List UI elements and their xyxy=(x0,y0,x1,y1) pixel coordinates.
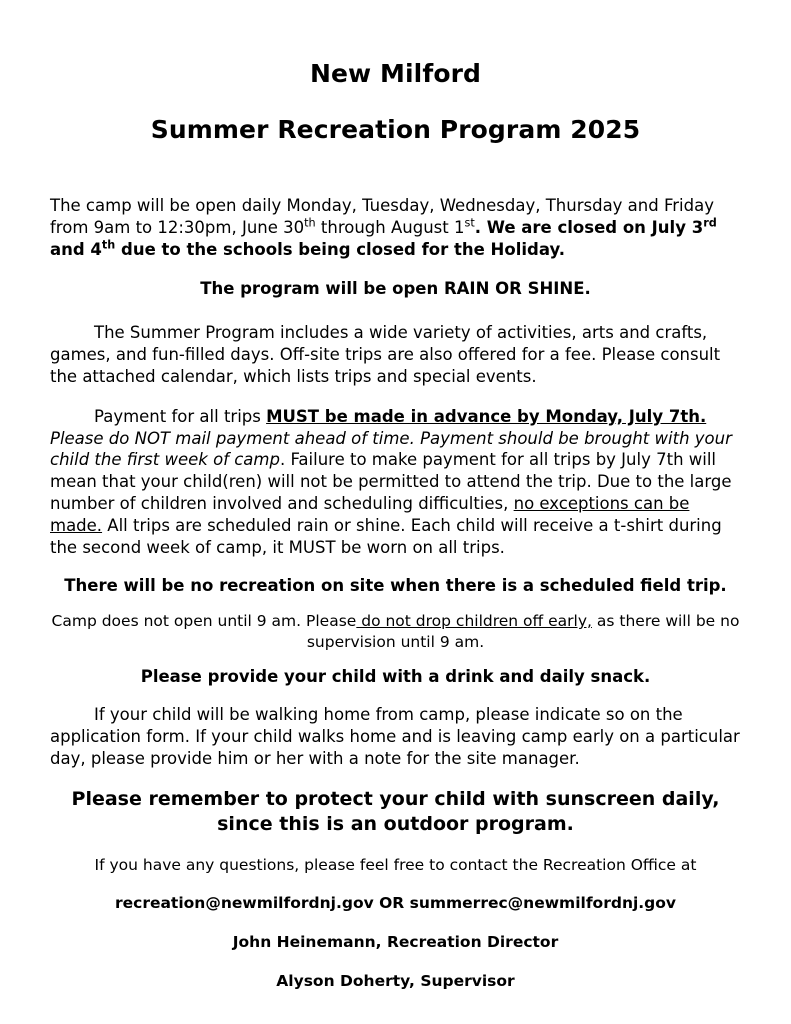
paragraph-walking-home: If your child will be walking home from camp, please indicate so on the application form. If your child walks home and is leaving camp early on a particular day, please provide him or her with a note for the site manager. xyxy=(50,705,740,769)
signature-recreation-director: John Heinemann, Recreation Director xyxy=(232,933,559,952)
paragraph-schedule xyxy=(50,195,741,261)
schedule-bold-1: . We are closed on July 3 xyxy=(474,217,704,237)
email-recreation[interactable]: recreation@newmilfordnj.gov xyxy=(114,893,374,912)
rain-or-shine-notice: The program will be open RAIN OR SHINE. xyxy=(200,278,591,298)
schedule-sup-1: th xyxy=(304,216,316,230)
camp-open-seg-3: as there will be no supervision until 9 am. xyxy=(306,612,740,651)
payment-seg-4: . Failure to make payment for all trips by July 7th will mean that your child(ren) will not be permitted to attend the trip. Due to the large number of children involved and scheduling difficulties, xyxy=(50,450,732,514)
schedule-mid: through August 1 xyxy=(315,217,465,237)
paragraph-payment xyxy=(50,406,741,560)
title-block xyxy=(50,60,741,143)
schedule-bold-2: and 4 xyxy=(50,239,102,259)
schedule-bold-3: due to the schools being closed for the Holiday. xyxy=(115,239,565,259)
email-separator: OR xyxy=(373,893,410,912)
payment-no-exceptions: no exceptions can be made. xyxy=(50,494,690,536)
camp-open-underline: do not drop children off early, xyxy=(356,612,592,631)
field-trip-notice: There will be no recreation on site when there is a scheduled field trip. xyxy=(64,576,727,596)
payment-seg-1: Payment for all trips xyxy=(94,406,267,426)
payment-italic-note: Please do NOT mail payment ahead of time. Payment should be brought with your child the first week of camp xyxy=(50,428,732,470)
email-summerrec[interactable]: summerrec@newmilfordnj.gov xyxy=(409,893,677,912)
schedule-lead: The camp will be open daily Monday, Tuesday, Wednesday, Thursday and Friday from 9am to 12:30pm, June 30 xyxy=(50,196,714,237)
paragraph-program-intro: The Summer Program includes a wide variety of activities, arts and crafts, games, and fun-filled days. Off-site trips are also offered for a fee. Please consult the attached calendar, which lists trips and special events. xyxy=(50,322,721,386)
payment-deadline: MUST be made in advance by Monday, July 7th. xyxy=(266,406,707,426)
payment-seg-6: All trips are scheduled rain or shine. Each child will receive a t-shirt during the second week of camp, it MUST be worn on all trips. xyxy=(50,516,722,558)
document-body xyxy=(50,195,741,992)
signature-supervisor: Alyson Doherty, Supervisor xyxy=(276,972,515,991)
schedule-sup-2: st xyxy=(464,216,475,230)
paragraph-camp-open xyxy=(50,611,741,652)
page-subtitle: Summer Recreation Program 2025 xyxy=(150,114,641,144)
paragraph-questions: If you have any questions, please feel free to contact the Recreation Office at xyxy=(94,856,697,875)
sunscreen-notice: Please remember to protect your child with sunscreen daily, since this is an outdoor program. xyxy=(71,788,720,836)
paragraph-emails xyxy=(50,893,741,914)
camp-open-seg-1: Camp does not open until 9 am. Please xyxy=(51,612,357,631)
schedule-sup-4: th xyxy=(101,238,116,252)
page-title: New Milford xyxy=(309,59,482,88)
schedule-sup-3: rd xyxy=(703,216,717,230)
drink-snack-notice: Please provide your child with a drink and daily snack. xyxy=(140,667,651,687)
